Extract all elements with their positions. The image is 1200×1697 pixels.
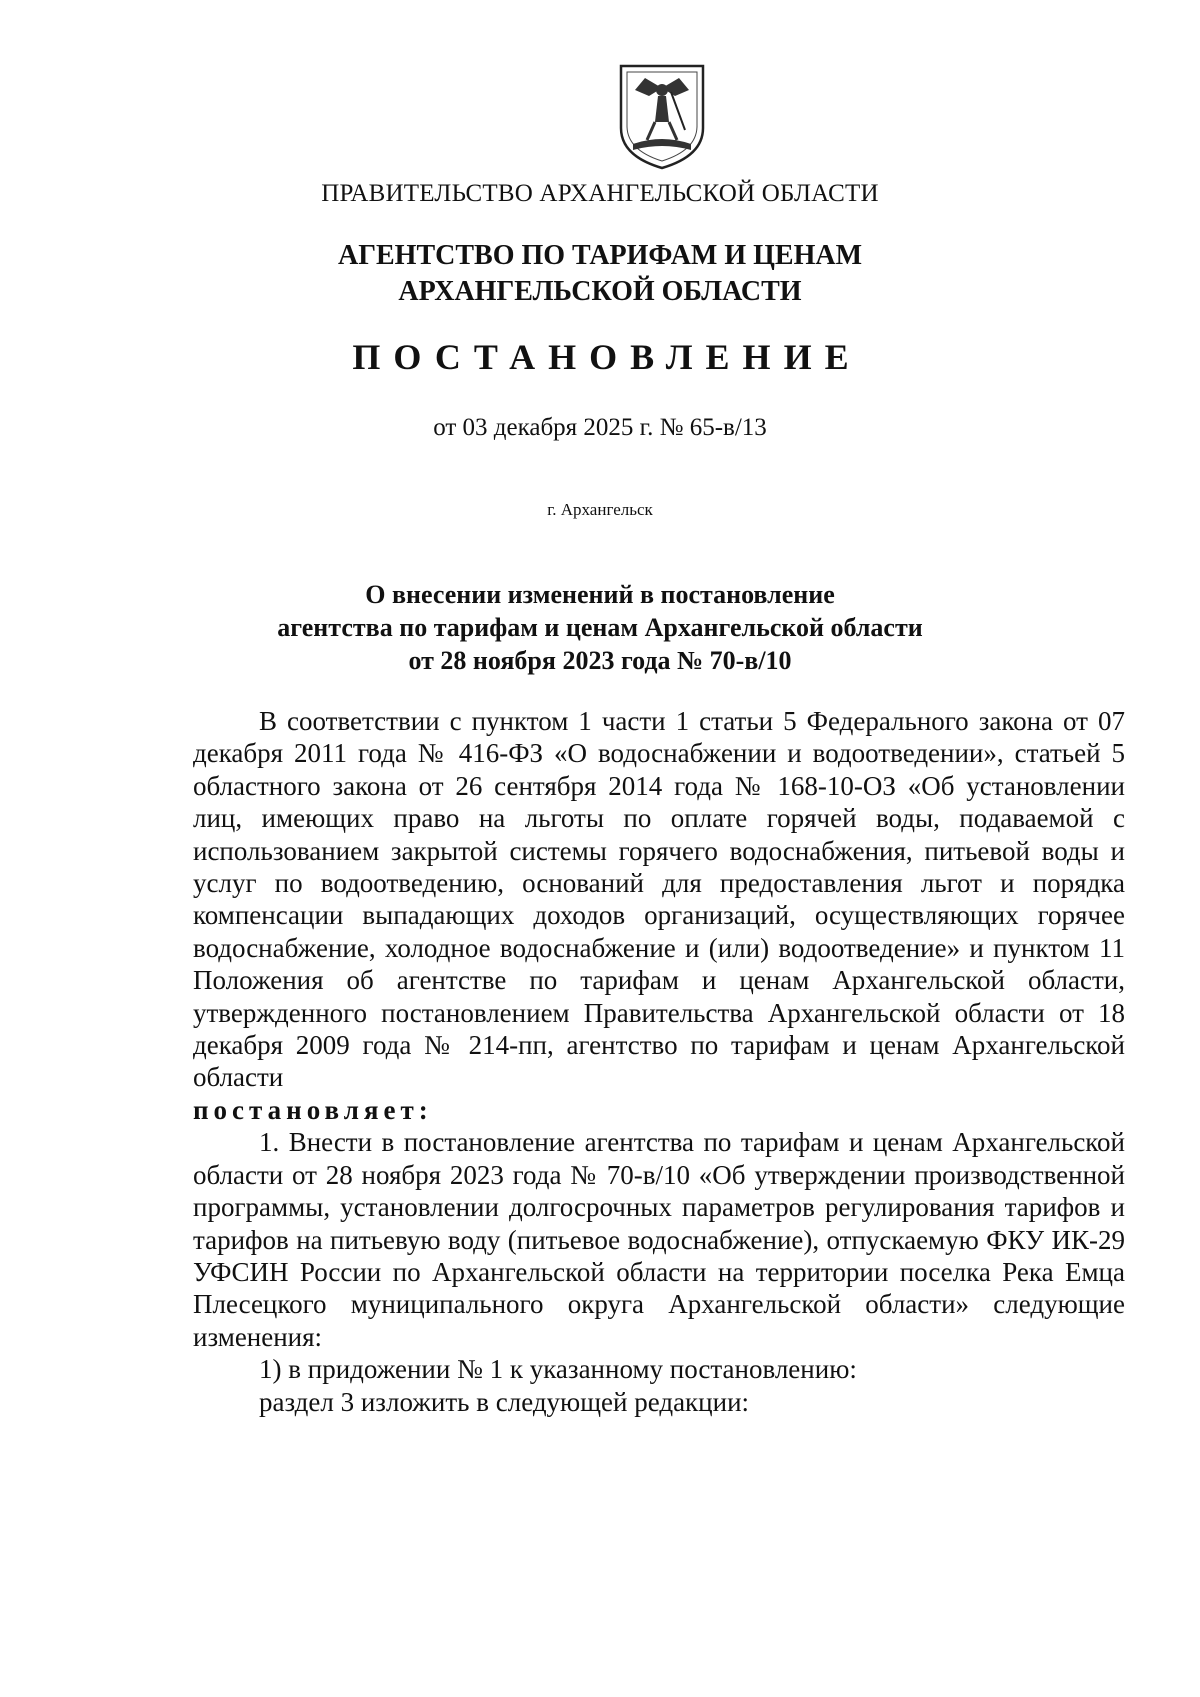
item-1-paragraph: 1. Внести в постановление агентства по тарифам и ценам Архангельской области от 28 ноября 2023 года № 70-в/10 «Об утверждении производственной программы, установлении долгосрочных параметров регулирования тарифов и тарифов на питьевую воду (питьевое водоснабжение), отпускаемую ФКУ ИК-29 УФСИН России по Архангельской области на территории поселка Река Емца Плесецкого муниципального округа Архангельской области» следующие изменения: xyxy=(193,1127,1125,1352)
subject-line2: агентства по тарифам и ценам Архангельской области xyxy=(277,613,923,642)
document-type: ПОСТАНОВЛЕНИЕ xyxy=(352,337,862,377)
document-subject xyxy=(0,578,1200,677)
subject-line1: О внесении изменений в постановление xyxy=(365,580,835,609)
agency-name-line1: АГЕНТСТВО ПО ТАРИФАМ И ЦЕНАМ xyxy=(337,240,863,271)
subitem-2-paragraph: раздел 3 изложить в следующей редакции: xyxy=(259,1386,750,1417)
agency-name-line2: АРХАНГЕЛЬСКОЙ ОБЛАСТИ xyxy=(398,276,802,307)
document-date-number: от 03 декабря 2025 г. № 65-в/13 xyxy=(433,414,767,441)
government-name: ПРАВИТЕЛЬСТВО АРХАНГЕЛЬСКОЙ ОБЛАСТИ xyxy=(321,180,879,207)
subitem-1-paragraph: 1) в придожении № 1 к указанному постановлению: xyxy=(259,1354,857,1385)
emblem-icon xyxy=(615,60,709,172)
document-city: г. Архангельск xyxy=(547,500,653,519)
preamble-paragraph: В соответствии с пунктом 1 части 1 статьи 5 Федерального закона от 07 декабря 2011 года № 416-ФЗ «О водоснабжении и водоотведении», статьей 5 областного закона от 26 сентября 2014 года № 168-10-ОЗ «Об установлении лиц, имеющих право на льготы по оплате горячей воды, подаваемой с использованием закрытой системы горячего водоснабжения, питьевой воды и услуг по водоотведению, оснований для предоставления льгот и порядка компенсации выпадающих доходов организаций, осуществляющих горячее водоснабжение, холодное водоснабжение и (или) водоотведение» и пунктом 11 Положения об агентстве по тарифам и ценам Архангельской области, утвержденного постановлением Правительства Архангельской области от 18 декабря 2009 года № 214-пп, агентство по тарифам и ценам Архангельской области xyxy=(193,706,1125,1093)
document-body xyxy=(193,705,1125,1418)
resolves-word: постановляет: xyxy=(193,1094,433,1125)
subject-line3: от 28 ноября 2023 года № 70-в/10 xyxy=(408,646,792,675)
agency-name xyxy=(0,238,1200,310)
